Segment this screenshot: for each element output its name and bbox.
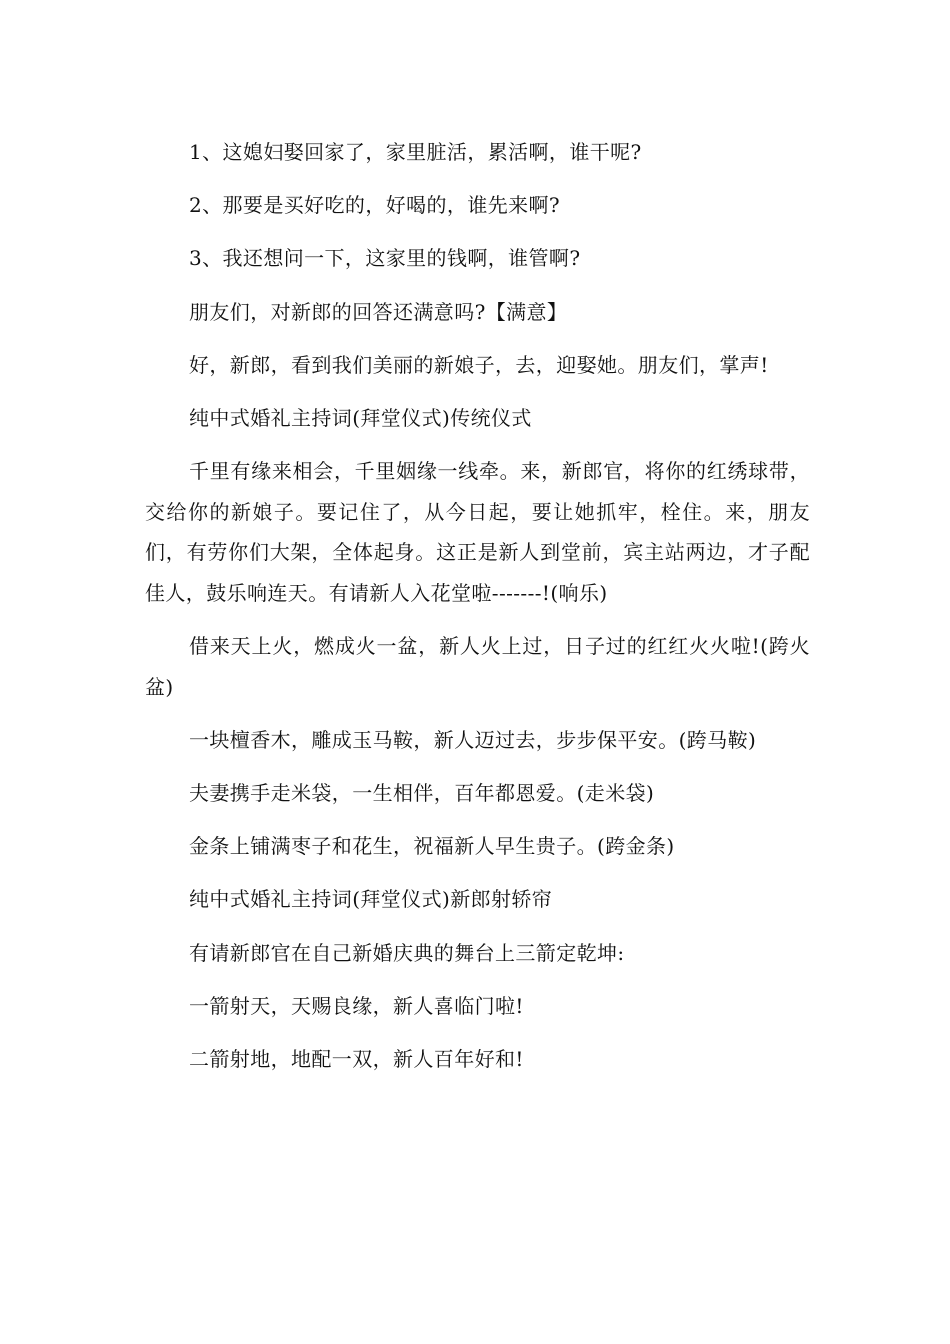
paragraph-saddle: 一块檀香木，雕成玉马鞍，新人迈过去，步步保平安。(跨马鞍) (189, 727, 757, 752)
paragraph-applause: 好，新郎，看到我们美丽的新娘子，去，迎娶她。朋友们，掌声! (189, 352, 769, 377)
paragraph-satisfied: 朋友们，对新郎的回答还满意吗?【满意】 (189, 299, 568, 324)
paragraph-question-2: 2、那要是买好吃的，好喝的，谁先来啊? (189, 193, 561, 218)
paragraph-arrow-heaven: 一箭射天，天赐良缘，新人喜临门啦! (189, 993, 524, 1018)
paragraph-fire-basin: 借来天上火，燃成火一盆，新人火上过，日子过的红红火火啦!(跨火盆) (145, 634, 810, 699)
paragraph-arrow-earth: 二箭射地，地配一双，新人百年好和! (189, 1047, 524, 1071)
paragraph-rice-bag: 夫妻携手走米袋，一生相伴，百年都恩爱。(走米袋) (189, 781, 655, 806)
document-body (145, 132, 810, 1092)
section-heading-traditional-ritual: 纯中式婚礼主持词(拜堂仪式)传统仪式 (189, 405, 532, 430)
paragraph-gold-bar: 金条上铺满枣子和花生，祝福新人早生贵子。(跨金条) (189, 834, 675, 859)
paragraph-question-3: 3、我还想问一下，这家里的钱啊，谁管啊? (189, 246, 581, 271)
paragraph-hall-entrance: 千里有缘来相会，千里姻缘一线牵。来，新郎官，将你的红绣球带，交给你的新娘子。要记住了，从今日起，要让她抓牢，栓住。来，朋友们，有劳你们大架，全体起身。这正是新人到堂前，宾主站两边，才子配佳人，鼓乐响连天。有请新人入花堂啦-------!(响乐) (145, 459, 810, 605)
paragraph-question-1: 1、这媳妇娶回家了，家里脏活，累活啊，谁干呢? (189, 140, 642, 164)
paragraph-three-arrows: 有请新郎官在自己新婚庆典的舞台上三箭定乾坤: (189, 940, 625, 965)
section-heading-sedan-curtain: 纯中式婚礼主持词(拜堂仪式)新郎射轿帘 (189, 887, 553, 912)
